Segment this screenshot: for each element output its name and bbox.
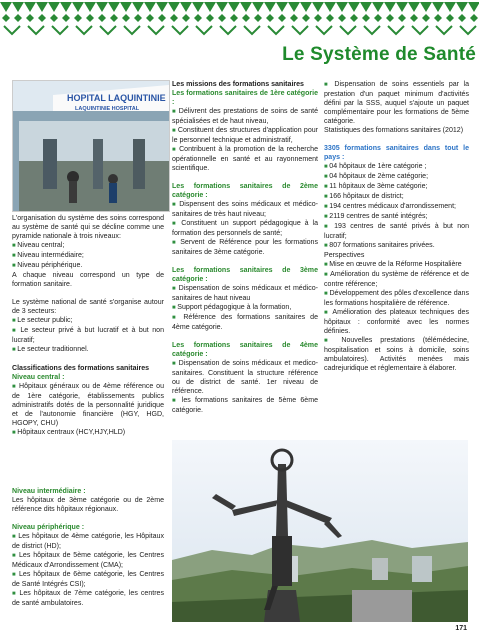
intro-paragraph: A chaque niveau correspond un type de formation sanitaire. [12,272,164,288]
list-item: ■ 11 hôpitaux de 3ème catégorie; [324,182,469,192]
list-item: ■ 193 centres de santé privés à but non lucratif; [324,222,469,241]
list-item: ■ Dispensent des soins médicaux et médico-sanitaires de très haut niveau; [172,200,318,219]
list-item: ■ Le secteur traditionnel. [12,345,164,355]
list-item: ■ Nouvelles prestations (télémédecine, hospitalisation et soins à domicile, soins ambulatoires). Activités menées mais cadrejuridique et réglementaire à élaborer. [324,336,469,373]
list-item: ■ Niveau intermédiaire; [12,251,164,261]
list-item: ■ Mise en œuvre de la Réforme Hospitalière [324,260,469,270]
list-item: ■ 194 centres médicaux d'arrondissement; [324,202,469,212]
hospital-sign-line2: LAQUINTINIE HOSPITAL [75,106,140,112]
list-item: ■ Niveau périphérique. [12,261,164,271]
section-subheading: Niveau périphérique : [12,524,85,531]
list-item: ■ Dispensation de soins médicaux et médico-sanitaires de haut niveau [172,284,318,303]
section-heading: Les missions des formations sanitaires [172,81,304,88]
list-item: ■ Hôpitaux généraux ou de 4ème référence ou de 1ère catégorie, établissements publics administratifs dotés de la personnalité juridique et de l'autonomie financière (HGY, HGD, HGOPY, CHU) [12,382,164,428]
list-item: ■ Développement des pôles d'excellence dans les formations hospitalière de référence. [324,289,469,308]
page-title: Le Système de Santé [282,44,476,65]
list-item: ■ Délivrent des prestations de soins de santé spécialisées et de haut niveau, [172,107,318,126]
list-item: ■ Les hôpitaux de 4ème catégorie, les Hôpitaux de district (HD); [12,532,164,551]
hospital-photo [12,80,170,212]
list-item: ■ Support pédagogique à la formation, [172,303,318,313]
column-left-bottom [12,487,164,608]
list-item: ■ Les hôpitaux de 5ème catégorie, les Centres Médicaux d'Arrondissement (CMA); [12,551,164,570]
sectors-intro: Le système national de santé s'organise autour de 3 secteurs: [12,299,164,315]
list-item: ■ Hôpitaux centraux (HCY,HJY,HLD) [12,428,164,438]
section-subheading: Les formations sanitaires de 4ème catégorie : [172,342,318,358]
list-item: ■ 166 hôpitaux de district; [324,192,469,202]
section-subheading: 3305 formations sanitaires dans tout le pays : [324,145,469,161]
statue-photo [172,440,468,622]
list-item: ■ Constituent des structures d'application pour le personnel technique et administratif, [172,126,318,145]
intro-paragraph: L'organisation du système des soins correspond au système de santé qui se décline comme une pyramide nationale à trois niveaux: [12,215,164,240]
list-item: ■ Dispensation de soins médicaux et medico-sanitaires. Constituent la structure référence ou de district de santé. 1er niveau de référence. [172,359,318,396]
section-subheading: Niveau intermédiaire : [12,488,86,495]
list-item: ■ Amélioration des plateaux techniques des hôpitaux : conformité avec les normes définies. [324,308,469,336]
list-item: ■ 04 hôpitaux de 1ère catégorie ; [324,162,469,172]
list-item: ■ Servent de Référence pour les formations sanitaires de 3ème catégorie. [172,238,318,257]
list-item: ■ 807 formations sanitaires privées. [324,241,469,251]
list-item: ■ Référence des formations sanitaires de 4ème catégorie. [172,313,318,332]
list-item: ■ Le secteur privé à but lucratif et à but non lucratif; [12,326,164,345]
list-item: ■ Amélioration du système de référence et de contre référence; [324,270,469,289]
page-number: 171 [455,625,467,632]
list-item: ■ les formations sanitaires de 5ème 6ème catégorie. [172,396,318,415]
section-subheading: Les formations sanitaires de 1ère catégorie : [172,90,318,106]
section-subheading: Niveau central : [12,374,65,381]
column-left [12,214,164,438]
list-item: ■ Dispensation de soins essentiels par la prestation d'un paquet minimum d'activités défini par la SSS, auquel s'ajoute un paquet complémentaire pour les formations de 5ème catégorie. [324,80,469,126]
list-item: ■ Les hôpitaux de 6ème catégorie, les Centres de Santé Intégrés CSI); [12,570,164,589]
list-item: ■ Constituent un support pédagogique à la formation des personnels de santé; [172,219,318,238]
column-middle [172,80,318,415]
paragraph: Statistiques des formations sanitaires (2012) [324,127,464,134]
column-right [324,80,469,373]
list-item: ■ 2119 centres de santé intégrés; [324,212,469,222]
list-item: ■ Contribuent à la promotion de la recherche opérationnelle en santé et au rayonnement scientifique. [172,145,318,173]
section-heading: Classifications des formations sanitaires [12,365,150,372]
list-item: ■ Le secteur public; [12,316,164,326]
paragraph: Perspectives [324,252,365,259]
section-subheading: Les formations sanitaires de 2ème catégorie : [172,183,318,199]
paragraph: Les hôpitaux de 3ème catégorie ou de 2ème référence dits hôpitaux régionaux. [12,497,164,513]
decorative-border [0,0,479,38]
section-subheading: Les formations sanitaires de 3ème catégorie : [172,267,318,283]
list-item: ■ 04 hôpitaux de 2ème catégorie; [324,172,469,182]
list-item: ■ Les hôpitaux de 7ème catégorie, les centres de santé ambulatoires. [12,589,164,608]
list-item: ■ Niveau central; [12,241,164,251]
hospital-sign-line1: HOPITAL LAQUINTINIE [67,93,166,103]
